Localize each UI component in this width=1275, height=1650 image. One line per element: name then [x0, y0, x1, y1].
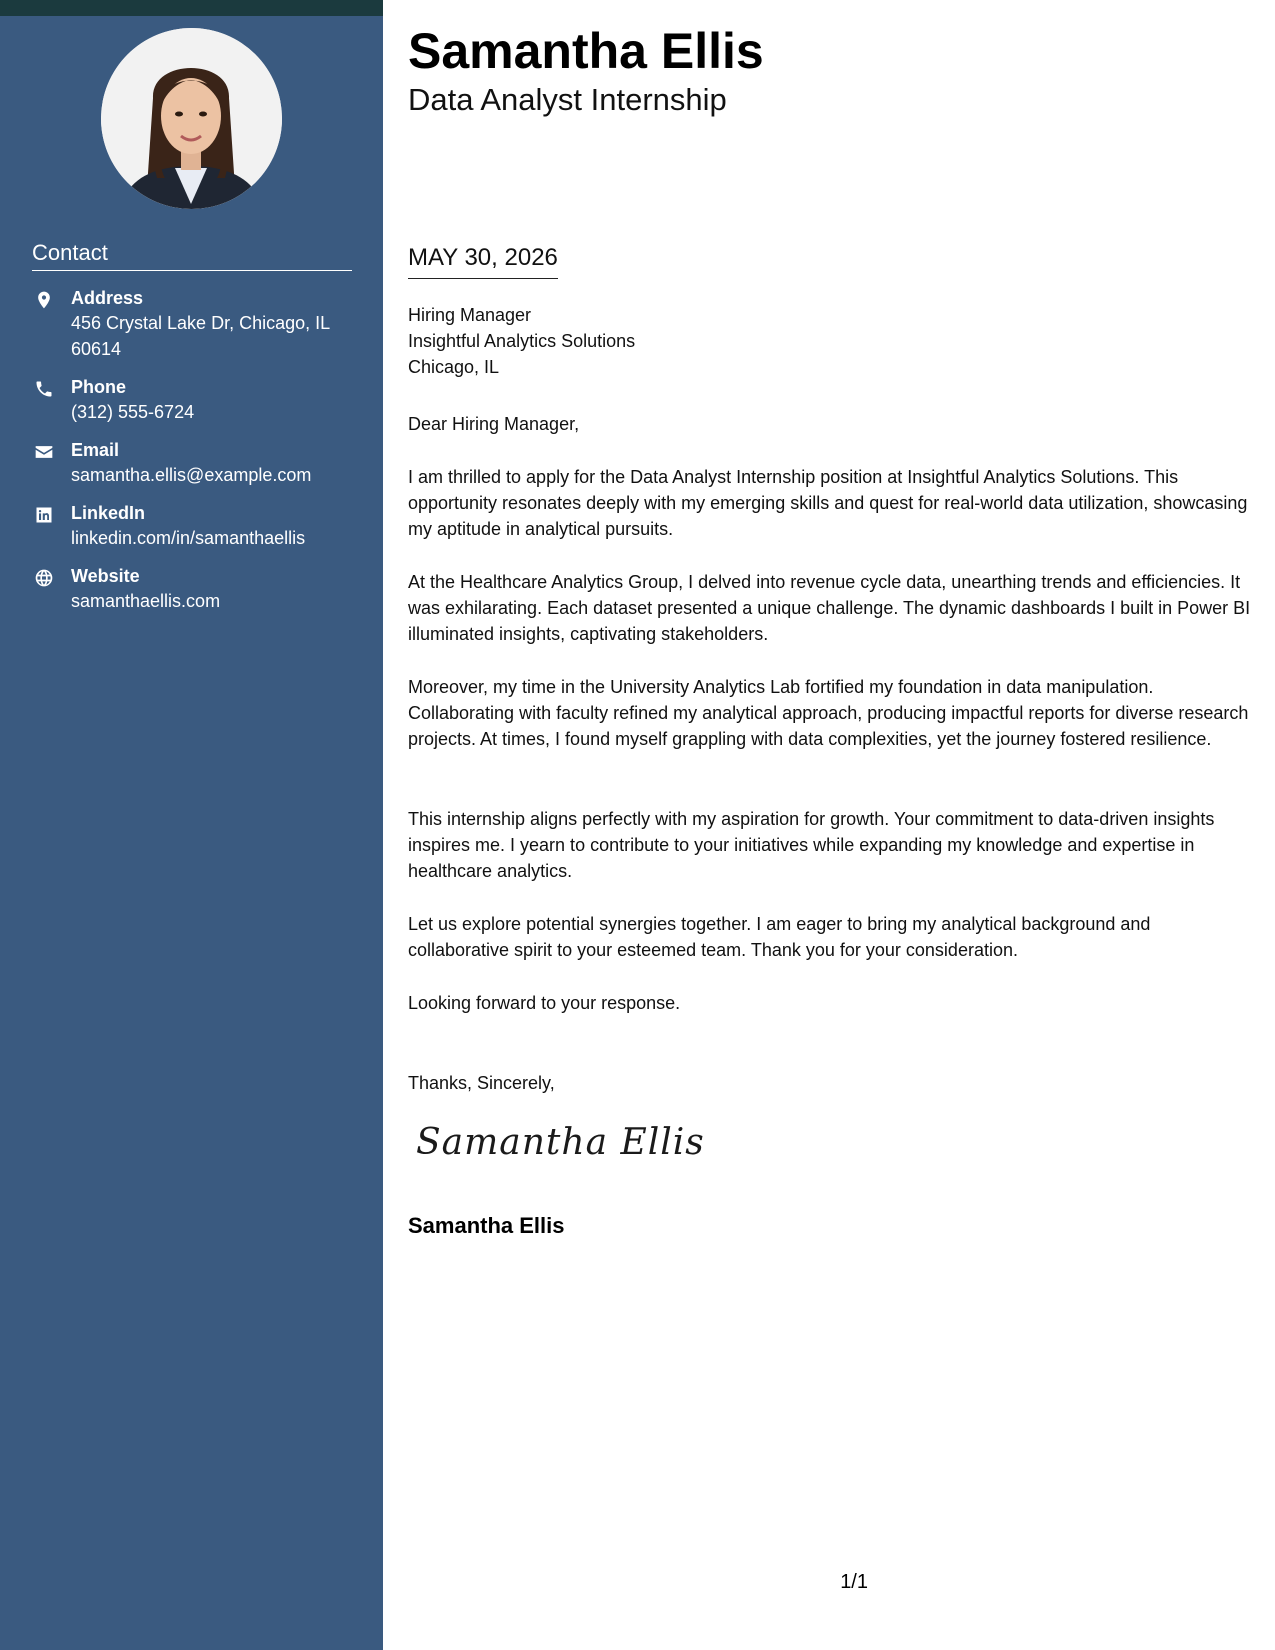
paragraph: At the Healthcare Analytics Group, I delved into revenue cycle data, unearthing trends and efficiencies. It was exhilarating. Each dataset presented a unique challenge. The dynamic dashboards I built in Power BI illuminated insights, captivating stakeholders. — [408, 572, 1251, 644]
envelope-icon — [32, 440, 56, 464]
phone-label: Phone — [71, 377, 127, 397]
avatar — [101, 28, 282, 209]
letter-body — [408, 0, 1253, 1650]
phone-value: (312) 555-6724 — [71, 402, 195, 422]
recipient-line: Chicago, IL — [408, 357, 500, 377]
map-pin-icon — [32, 288, 56, 312]
sidebar-top-bar — [0, 0, 383, 16]
paragraph: Let us explore potential synergies together. I am eager to bring my analytical background and collaborative spirit to your esteemed team. Thank you for your consideration. — [408, 914, 1151, 960]
website-label: Website — [71, 566, 140, 586]
address-label: Address — [71, 288, 144, 308]
paragraph: Moreover, my time in the University Analytics Lab fortified my foundation in data manipulation. Collaborating with faculty refined my analytical approach, producing impactful reports for diverse research projects. At times, I found myself grappling with data complexities, yet the journey fostered resilience. — [408, 677, 1249, 749]
letter-date: MAY 30, 2026 — [408, 244, 558, 279]
paragraph: Looking forward to your response. — [408, 993, 681, 1013]
email-value[interactable]: samantha.ellis@example.com — [71, 465, 312, 485]
page-number: 1/1 — [840, 1571, 868, 1593]
recipient-line: Insightful Analytics Solutions — [408, 331, 636, 351]
signer-name: Samantha Ellis — [408, 1213, 565, 1238]
globe-icon — [32, 566, 56, 590]
linkedin-value[interactable]: linkedin.com/in/samanthaellis — [71, 528, 306, 548]
signature: Samantha Ellis — [416, 1122, 705, 1163]
applicant-name: Samantha Ellis — [408, 23, 764, 79]
job-title: Data Analyst Internship — [408, 82, 727, 117]
recipient-block — [408, 302, 635, 380]
salutation: Dear Hiring Manager, — [408, 414, 580, 434]
sidebar — [0, 0, 383, 1650]
linkedin-label: LinkedIn — [71, 503, 146, 523]
address-value: 456 Crystal Lake Dr, Chicago, IL 60614 — [71, 313, 330, 359]
contact-heading: Contact — [32, 240, 352, 271]
phone-icon — [32, 377, 56, 401]
paragraph: I am thrilled to apply for the Data Analyst Internship position at Insightful Analytics Solutions. This opportunity resonates deeply with my emerging skills and quest for real-world data utilization, showcasing my aptitude in analytical pursuits. — [408, 467, 1248, 539]
recipient-line: Hiring Manager — [408, 305, 532, 325]
closing: Thanks, Sincerely, — [408, 1073, 555, 1093]
linkedin-icon — [32, 503, 56, 527]
email-label: Email — [71, 440, 120, 460]
website-value[interactable]: samanthaellis.com — [71, 591, 221, 611]
paragraph: This internship aligns perfectly with my aspiration for growth. Your commitment to data-driven insights inspires me. I yearn to contribute to your initiatives while expanding my knowledge and expertise in healthcare analytics. — [408, 809, 1215, 881]
